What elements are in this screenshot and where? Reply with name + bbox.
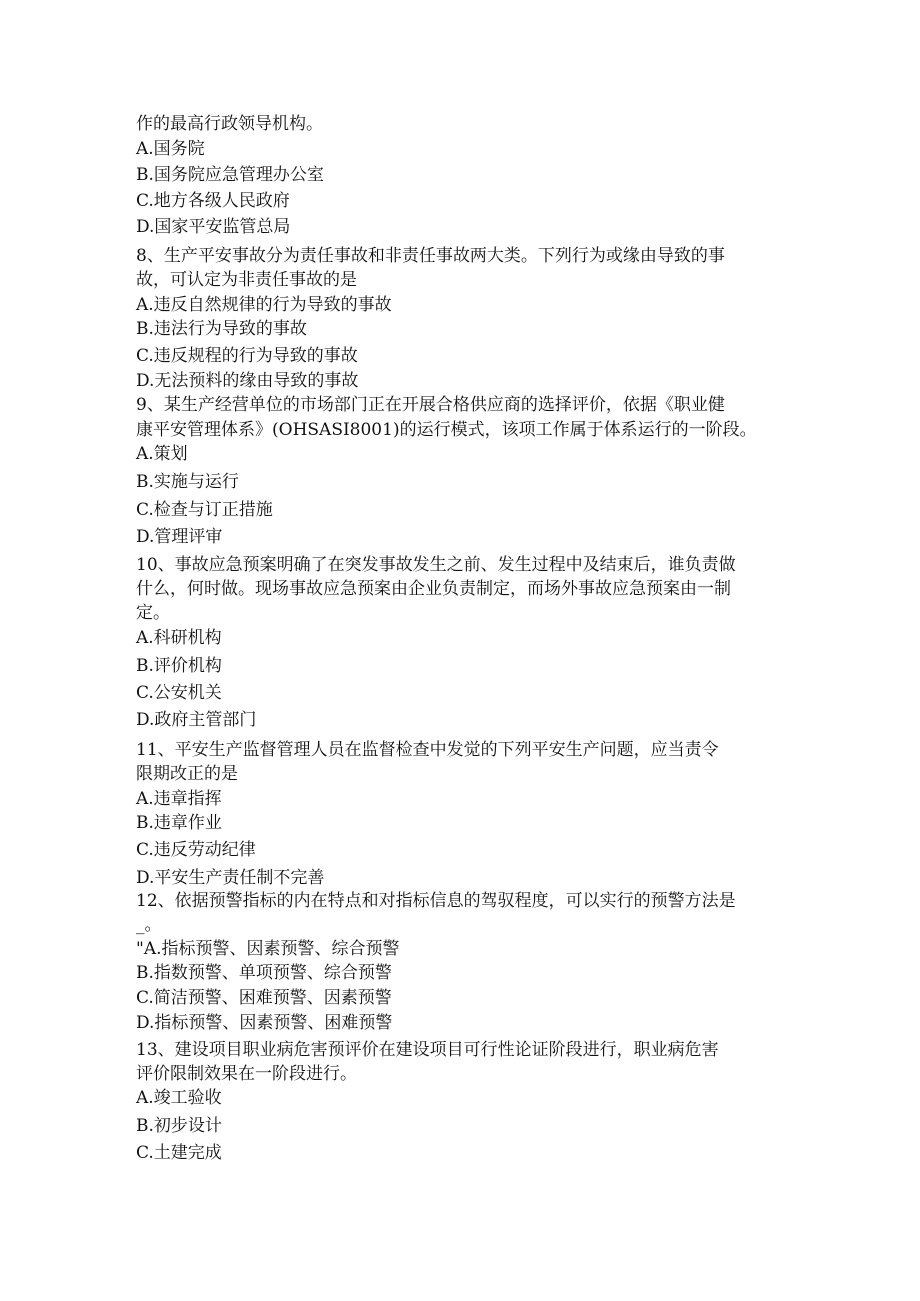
option-a: A.违章指挥 bbox=[136, 789, 222, 809]
question-12-line-1: 12、依据预警指标的内在特点和对指标信息的驾驭程度，可以实行的预警方法是 bbox=[136, 891, 736, 911]
question-10-line-3: 定。 bbox=[136, 603, 170, 623]
option-d: D.平安生产责任制不完善 bbox=[136, 868, 325, 888]
question-9-line-1: 9、某生产经营单位的市场部门正在开展合格供应商的选择评价，依据《职业健 bbox=[136, 395, 725, 415]
option-b: B.初步设计 bbox=[136, 1116, 222, 1136]
option-a: "A.指标预警、因素预警、综合预警 bbox=[136, 939, 400, 959]
option-a: A.违反自然规律的行为导致的事故 bbox=[136, 295, 392, 315]
option-b: B.违法行为导致的事故 bbox=[136, 319, 307, 339]
option-b: B.指数预警、单项预警、综合预警 bbox=[136, 963, 392, 983]
option-c: C.违反规程的行为导致的事故 bbox=[136, 346, 358, 366]
option-c: C.违反劳动纪律 bbox=[136, 840, 256, 860]
question-10-line-2: 什么，何时做。现场事故应急预案由企业负责制定，而场外事故应急预案由一制 bbox=[136, 579, 731, 599]
option-b: B.国务院应急管理办公室 bbox=[136, 165, 324, 185]
option-c: C.土建完成 bbox=[136, 1143, 222, 1163]
option-d: D.无法预料的缘由导致的事故 bbox=[136, 371, 359, 391]
option-c: C.地方各级人民政府 bbox=[136, 191, 290, 211]
text-line: 作的最高行政领导机构。 bbox=[136, 114, 323, 134]
option-c: C.检查与订正措施 bbox=[136, 500, 273, 520]
option-a: A.竣工验收 bbox=[136, 1088, 222, 1108]
question-8-line-2: 故，可认定为非责任事故的是 bbox=[136, 270, 357, 290]
question-8-line-1: 8、生产平安事故分为责任事故和非责任事故两大类。下列行为或缘由导致的事 bbox=[136, 246, 725, 266]
option-d: D.国家平安监管总局 bbox=[136, 217, 291, 237]
option-b: B.实施与运行 bbox=[136, 472, 239, 492]
question-13-line-2: 评价限制效果在一阶段进行。 bbox=[136, 1064, 357, 1084]
question-11-line-1: 11、平安生产监督管理人员在监督检查中发觉的下列平安生产问题，应当责令 bbox=[136, 740, 719, 760]
option-a: A.策划 bbox=[136, 444, 188, 464]
option-a: A.科研机构 bbox=[136, 628, 222, 648]
question-10-line-1: 10、事故应急预案明确了在突发事故发生之前、发生过程中及结束后，谁负责做 bbox=[136, 555, 736, 575]
option-c: C.公安机关 bbox=[136, 683, 222, 703]
option-d: D.政府主管部门 bbox=[136, 710, 257, 730]
option-b: B.违章作业 bbox=[136, 813, 222, 833]
question-9-line-2: 康平安管理体系》(OHSASI8001)的运行模式，该项工作属于体系运行的一阶段。 bbox=[136, 420, 757, 440]
option-a: A.国务院 bbox=[136, 139, 205, 159]
option-d: D.管理评审 bbox=[136, 527, 223, 547]
question-11-line-2: 限期改正的是 bbox=[136, 764, 238, 784]
question-13-line-1: 13、建设项目职业病危害预评价在建设项目可行性论证阶段进行，职业病危害 bbox=[136, 1040, 719, 1060]
option-c: C.简洁预警、困难预警、因素预警 bbox=[136, 988, 392, 1008]
option-d: D.指标预警、因素预警、困难预警 bbox=[136, 1013, 393, 1033]
option-b: B.评价机构 bbox=[136, 656, 222, 676]
question-12-line-2: _。 bbox=[136, 915, 162, 935]
